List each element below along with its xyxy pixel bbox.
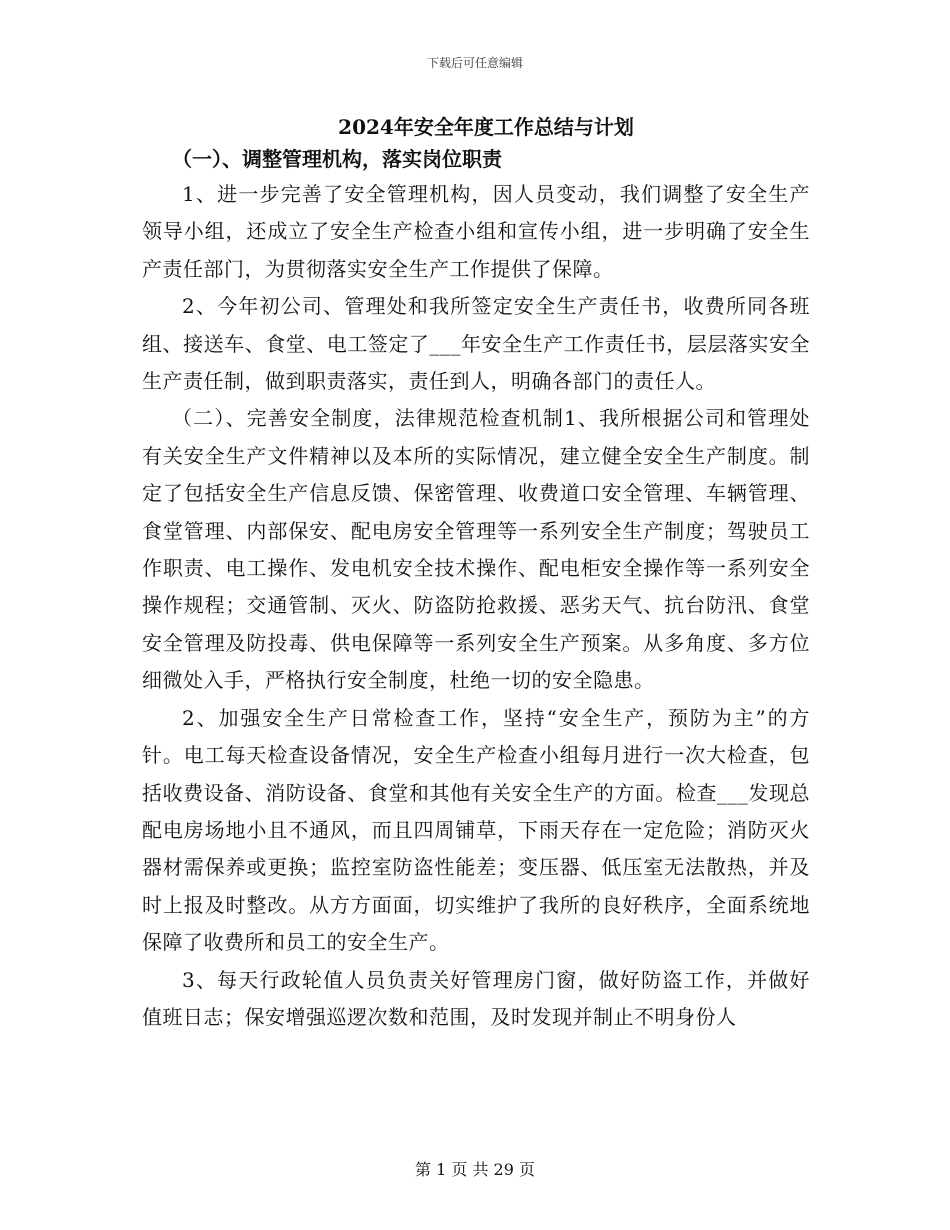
- paragraph: 3、每天行政轮值人员负责关好管理房门窗，做好防盗工作，并做好值班日志；保安增强巡逻次数和范围，及时发现并制止不明身份人: [142, 967, 810, 1029]
- document-title: 2024年安全年度工作总结与计划: [338, 115, 634, 139]
- paragraph: 2、加强安全生产日常检查工作，坚持“安全生产，预防为主”的方针。电工每天检查设备情况，安全生产检查小组每月进行一次大检查，包括收费设备、消防设备、食堂和其他有关安全生产的方面。检查___发现总配电房场地小且不通风，而且四周铺草，下雨天存在一定危险；消防灭火器材需保养或更换；监控室防盗性能差；变压器、低压室无法散热，并及时上报及时整改。从方方面面，切实维护了我所的良好秩序，全面系统地保障了收费所和员工的安全生产。: [142, 705, 810, 955]
- section-heading: （一）、调整管理机构，落实岗位职责: [172, 147, 502, 171]
- page-indicator: 第 1 页 共 29 页: [415, 1160, 535, 1179]
- paragraph: 2、今年初公司、管理处和我所签定安全生产责任书，收费所同各班组、接送车、食堂、电工签定了___年安全生产工作责任书，层层落实安全生产责任制，做到职责落实，责任到人，明确各部门的责任人。: [142, 294, 810, 394]
- paragraph: 1、进一步完善了安全管理机构，因人员变动，我们调整了安全生产领导小组，还成立了安全生产检查小组和宣传小组，进一步明确了安全生产责任部门，为贯彻落实安全生产工作提供了保障。: [142, 182, 810, 281]
- paragraph: （二）、完善安全制度，法律规范检查机制1、我所根据公司和管理处有关安全生产文件精神以及本所的实际情况，建立健全安全生产制度。制定了包括安全生产信息反馈、保密管理、收费道口安全管理、车辆管理、食堂管理、内部保安、配电房安全管理等一系列安全生产制度；驾驶员工作职责、电工操作、发电机安全技术操作、配电柜安全操作等一系列安全操作规程；交通管制、灭火、防盗防抢救援、恶劣天气、抗台防汛、食堂安全管理及防投毒、供电保障等一系列安全生产预案。从多角度、多方位细微处入手，严格执行安全制度，杜绝一切的安全隐患。: [142, 406, 810, 693]
- header-note: 下载后可任意编辑: [426, 56, 523, 70]
- document-body: [142, 112, 810, 1036]
